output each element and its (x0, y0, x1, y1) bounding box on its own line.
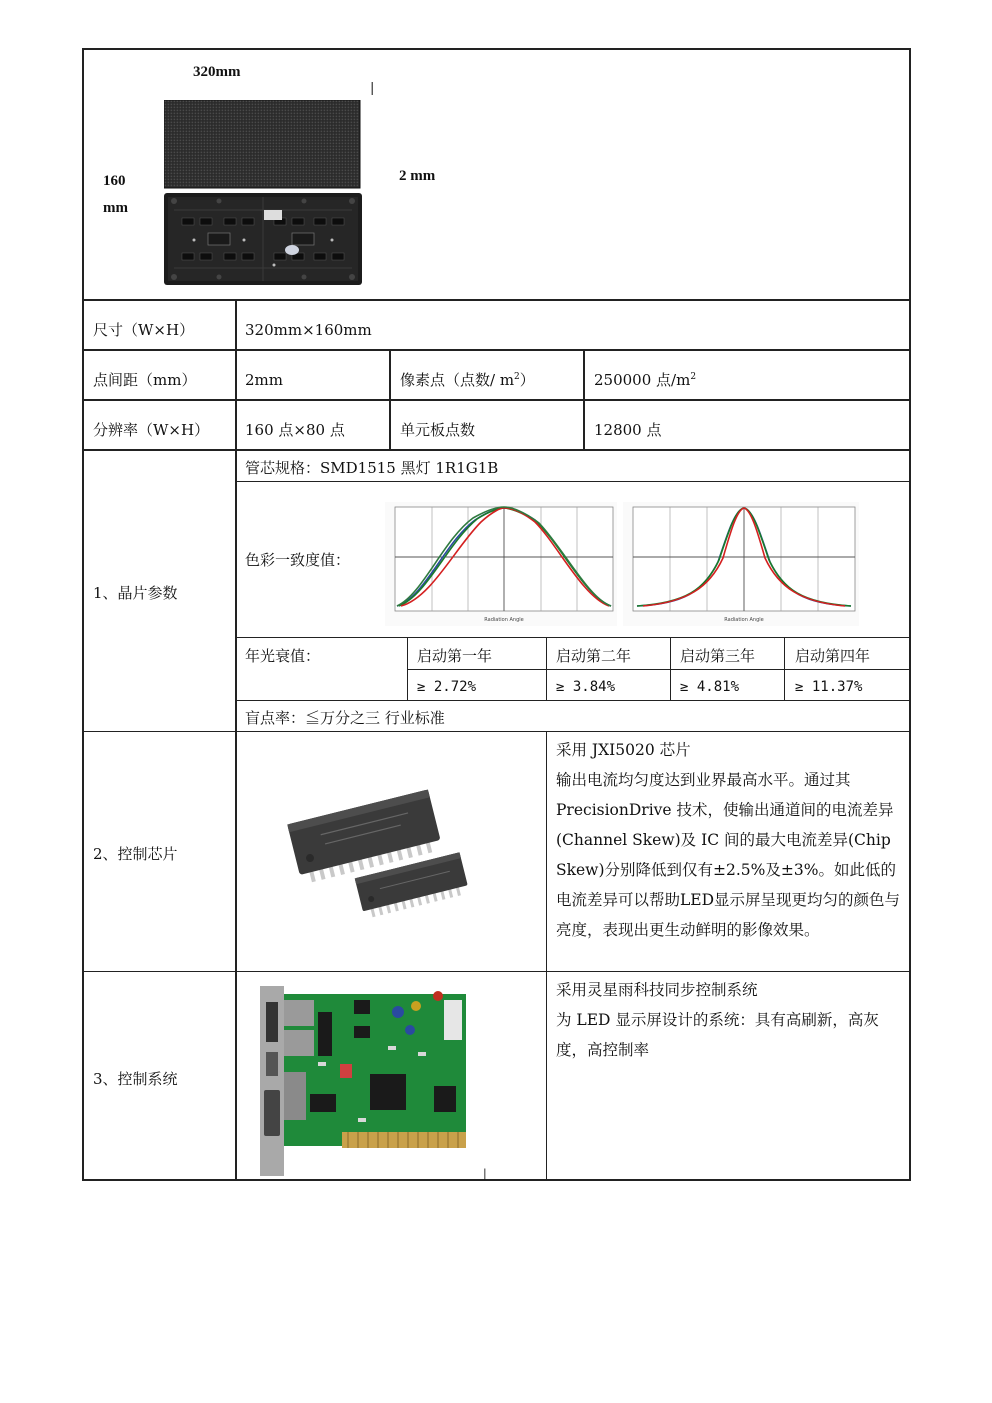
color-consistency-graph-wide (385, 502, 617, 626)
density-label-text: 像素点（点数/ m (400, 371, 515, 389)
control-chip-title: 采用 JXI5020 芯片 (556, 741, 691, 759)
control-system-description: 为 LED 显示屏设计的系统：具有高刷新，高灰度，高控制率 (556, 1011, 879, 1059)
density-value-sup: 2 (690, 372, 697, 382)
resolution-value: 160 点×80 点 (245, 421, 345, 439)
panel-pitch-label: 2 mm (399, 168, 436, 184)
decay-label: 年光衰值： (245, 647, 321, 665)
decay-header-year-3: 启动第三年 (680, 647, 756, 665)
density-label (400, 371, 535, 389)
control-chip-image (270, 757, 480, 927)
color-consistency-label: 色彩一致度值： (245, 551, 351, 569)
dead-pixel-line: 盲点率：≦万分之三 行业标准 (245, 709, 445, 727)
pitch-spec-label: 点间距（mm） (93, 371, 197, 389)
density-label-sup: 2 (514, 372, 520, 382)
chip-params-section-label: 1、晶片参数 (93, 584, 178, 602)
size-value: 320mm×160mm (245, 321, 372, 339)
svg-text:Radiation Angle: Radiation Angle (484, 617, 524, 623)
unit-dots-value: 12800 点 (594, 421, 662, 439)
control-system-section-label: 3、控制系统 (93, 1070, 178, 1088)
led-module-image (164, 100, 362, 288)
control-card-image (258, 982, 470, 1178)
decay-header-year-2: 启动第二年 (556, 647, 632, 665)
decay-value-year-1: ≥ 2.72% (417, 679, 477, 695)
decay-value-year-4: ≥ 11.37% (795, 679, 863, 695)
resolution-label: 分辨率（W×H） (93, 421, 210, 439)
control-chip-section-label: 2、控制芯片 (93, 845, 178, 863)
decay-header-year-1: 启动第一年 (417, 647, 493, 665)
control-system-tick-mark: | (483, 1167, 487, 1180)
decay-value-year-3: ≥ 4.81% (680, 679, 740, 695)
color-consistency-graph-narrow (623, 502, 859, 626)
panel-height-unit: mm (103, 200, 128, 216)
size-label: 尺寸（W×H） (93, 321, 195, 339)
control-chip-description: 输出电流均匀度达到业界最高水平。通过其 PrecisionDrive 技术，使输出通道间的电流差异(Channel Skew)及 IC 间的最大电流差异(Chip Skew)分别降低到仅有±2.5%及±3%。如此低的电流差异可以帮助LED显示屏呈现更均匀的颜色与亮度，表现出更生动鲜明的影像效果。 (556, 771, 901, 939)
decay-value-year-2: ≥ 3.84% (556, 679, 616, 695)
chip-spec-line: 管芯规格：SMD1515 黑灯 1R1G1B (245, 459, 499, 477)
unit-dots-label: 单元板点数 (400, 421, 476, 439)
panel-tick-mark: | (370, 81, 375, 96)
density-label-end: ） (519, 371, 535, 389)
panel-width-label: 320mm (193, 64, 241, 80)
density-value (594, 371, 696, 389)
decay-header-year-4: 启动第四年 (795, 647, 871, 665)
control-system-title: 采用灵星雨科技同步控制系统 (556, 981, 758, 999)
panel-height-label: 160 (103, 173, 126, 189)
pitch-spec-value: 2mm (245, 371, 283, 389)
density-value-text: 250000 点/m (594, 371, 691, 389)
svg-text:Radiation Angle: Radiation Angle (724, 617, 764, 623)
